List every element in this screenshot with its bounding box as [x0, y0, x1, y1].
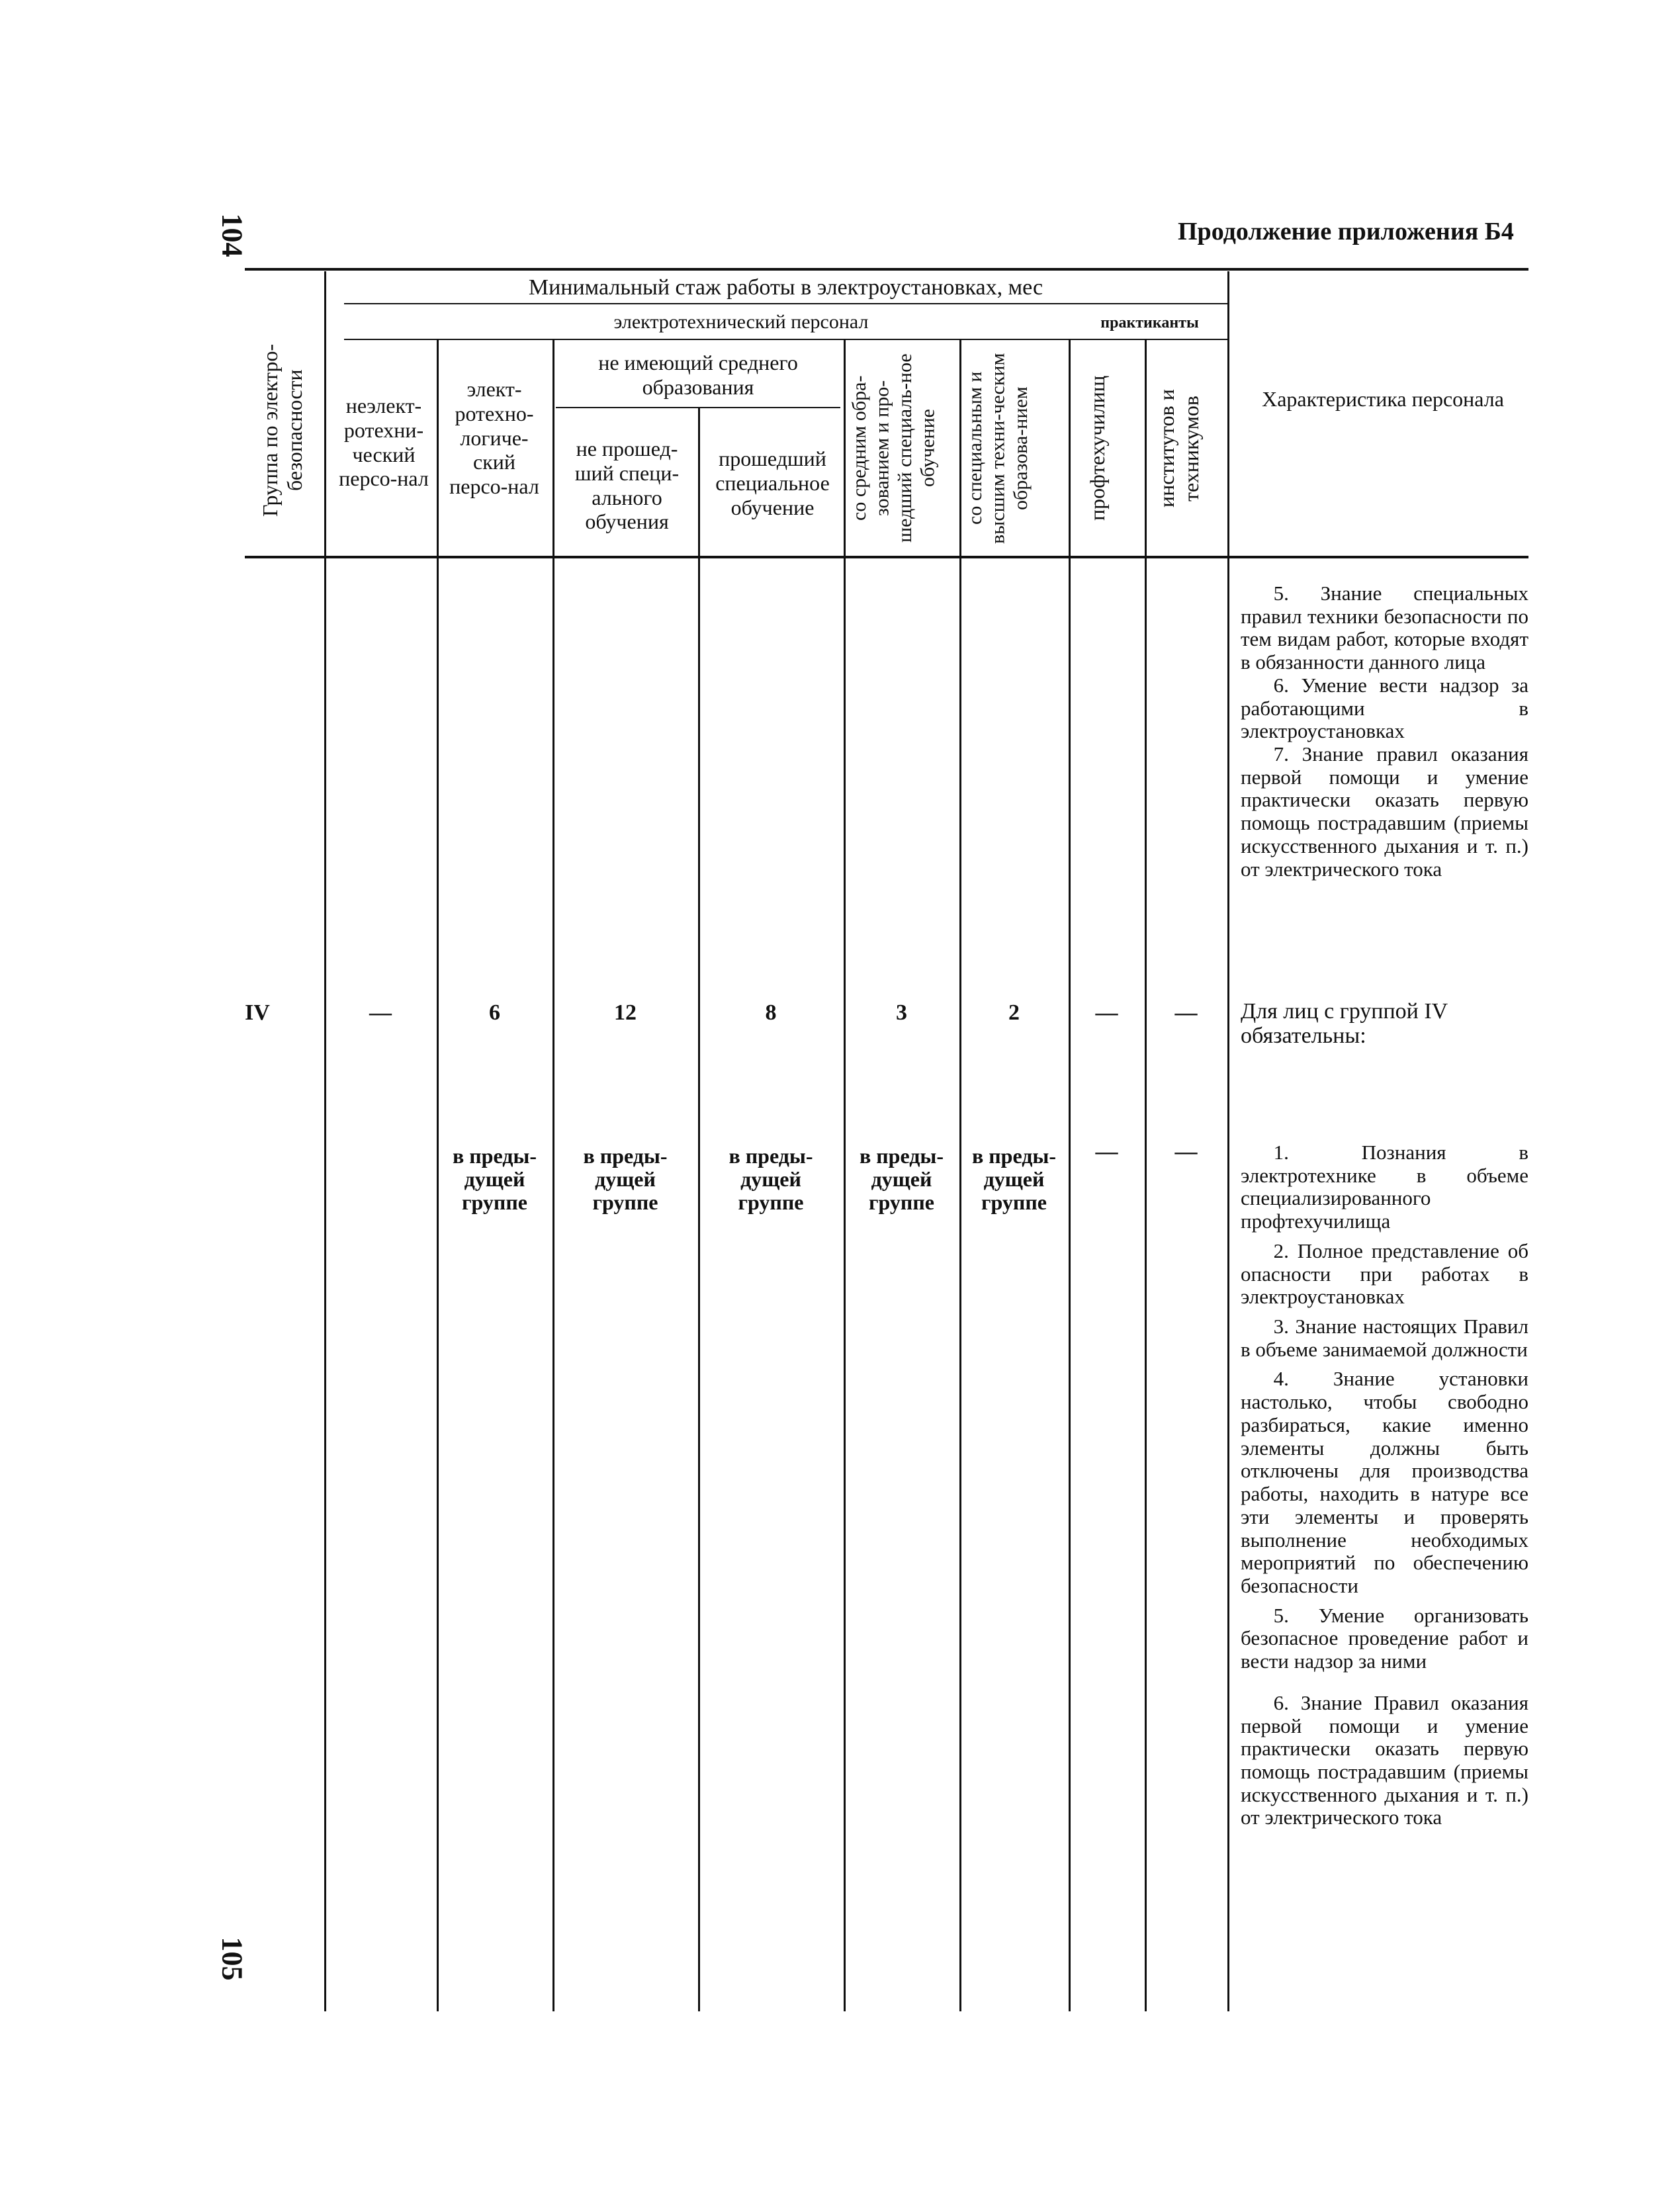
prev-group-not-trained: в преды- дущей группе	[583, 1144, 668, 1215]
personnel-underline	[344, 339, 1227, 340]
header-trainees: практиканты	[1100, 314, 1199, 331]
col-divider	[553, 339, 554, 2011]
row-iv-non-electro: —	[369, 1000, 392, 1025]
prev-group-secondary: в преды- дущей группе	[859, 1144, 944, 1215]
characteristic-item: 1. Познания в электротехнике в объеме специализированного профтехучилища	[1241, 1141, 1528, 1233]
row-iv-note: Для лиц с группой IV обязательны:	[1241, 999, 1448, 1049]
prev-group-higher: в преды- дущей группе	[971, 1144, 1057, 1215]
header-higher: со специальным и высшим техни-ческим образова-нием	[964, 353, 1032, 544]
row-iv-higher: 2	[1008, 1000, 1020, 1025]
characteristic-item: 5. Умение организовать безопасное проведение работ и вести надзор за ними	[1241, 1603, 1528, 1673]
header-electro-personnel: электротехнический персонал	[613, 311, 869, 333]
characteristic-item: 2. Полное представление об опасности при работах в электроустановках	[1241, 1239, 1528, 1309]
page-number-bottom: 105	[216, 1937, 249, 1981]
characteristic-item: 7. Знание правил оказания первой помощи и умение практически оказать первую помощь пострадавшим (приемы искусственного дыхания и т. п.) от электрического тока	[1241, 742, 1528, 881]
vocational-dash: —	[1095, 1139, 1118, 1164]
header-secondary: со средним обра-зованием и про-шедший специаль-ное обучение	[848, 353, 939, 543]
row-iv-vocational: —	[1095, 1000, 1118, 1025]
prev-group-trained: в преды- дущей группе	[729, 1144, 813, 1215]
header-not-trained: не прошед-ший специ-ального обучения	[574, 437, 680, 534]
col-divider	[324, 271, 326, 2011]
min-experience-underline	[344, 303, 1227, 304]
header-group: Группа по электро-безопасности	[258, 343, 306, 517]
header-institutes: институтов и техникумов	[1155, 389, 1203, 507]
characteristic-section1	[1241, 582, 1528, 881]
characteristic-item: 6. Умение вести надзор за работающими в электроустановках	[1241, 673, 1528, 743]
continuation-title: Продолжение приложения Б4	[1178, 218, 1514, 245]
row-iv-electro-tech: 6	[489, 1000, 500, 1025]
row-iv-trained: 8	[765, 1000, 777, 1025]
col-divider	[959, 339, 961, 2011]
col-divider	[698, 407, 700, 2011]
row-iv-not-trained: 12	[614, 1000, 637, 1025]
row-iv-group: IV	[245, 1000, 270, 1025]
prev-group-electro-tech: в преды- дущей группе	[452, 1144, 537, 1215]
header-vocational: профтехучилищ	[1085, 375, 1109, 521]
characteristic-item: 5. Знание специальных правил техники безопасности по тем видам работ, которые входят в обязанности данного лица	[1241, 582, 1528, 674]
row-iv-institutes: —	[1174, 1000, 1198, 1025]
header-electro-tech: элект-ротехно-логиче-ский персо-нал	[449, 377, 539, 499]
col-divider	[1069, 339, 1071, 2011]
col-divider	[1145, 339, 1147, 2011]
characteristic-item: 3. Знание настоящих Правил в объеме занимаемой должности	[1241, 1315, 1528, 1361]
header-no-secondary: не имеющий среднего образования	[598, 351, 798, 399]
characteristic-section2	[1241, 1141, 1528, 1829]
col-divider	[437, 339, 439, 2011]
header-characteristic: Характеристика персонала	[1262, 387, 1504, 411]
page-number-top: 104	[216, 213, 249, 257]
header-min-experience: Минимальный стаж работы в электроустановках, мес	[528, 275, 1043, 300]
header-trained: прошедший специальное обучение	[715, 447, 830, 519]
row-iv-secondary: 3	[896, 1000, 907, 1025]
characteristic-item: 6. Знание Правил оказания первой помощи и умение практически оказать первую помощь пострадавшим (приемы искусственного дыхания и т. п.) от электрического тока	[1241, 1690, 1528, 1829]
header-non-electro: неэлект-ротехни-ческий персо-нал	[339, 394, 429, 491]
table-top-border	[245, 268, 1528, 271]
col-divider	[1227, 271, 1229, 2011]
characteristic-item: 4. Знание установки настолько, чтобы свободно разбираться, какие именно элементы должны быть отключены для производства работы, находить в натуре все эти элементы и проверять выполнение необходимых мероприятий по обеспечению безопасности	[1241, 1367, 1528, 1597]
institutes-dash: —	[1174, 1139, 1198, 1164]
col-divider	[844, 339, 846, 2011]
